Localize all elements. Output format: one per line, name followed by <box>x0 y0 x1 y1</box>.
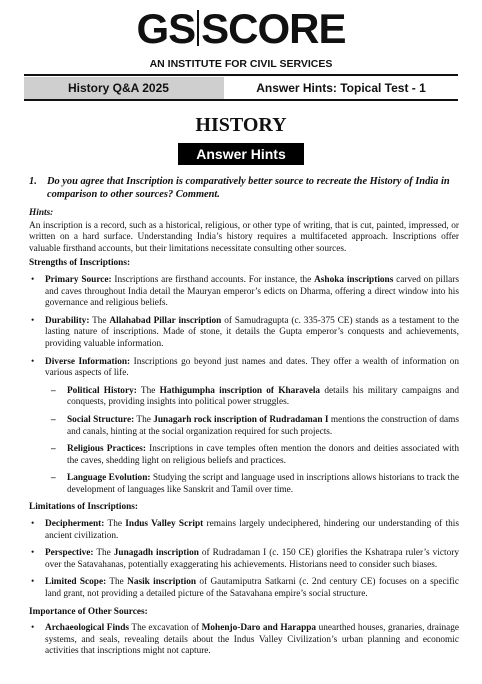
sub-list-item <box>51 415 459 438</box>
list-item <box>29 357 459 380</box>
item-title: Durability: <box>45 315 90 326</box>
item-text: The <box>134 414 154 425</box>
item-text: of Samudragupta (c. 335-375 CE) stands as a testament to the lasting nature of inscriptions. Made of stone, it details the Gupta emperor’s conquests and achievements, providing valuable information. <box>45 315 459 349</box>
strengths-heading: Strengths of Inscriptions: <box>29 258 131 269</box>
answer-content <box>29 176 459 664</box>
page-subtitle: Answer Hints <box>178 143 304 165</box>
item-highlight: Mohenjo-Daro and Harappa <box>201 623 317 634</box>
question-number: 1. <box>29 176 37 187</box>
logo-right-text: SCORE <box>201 5 346 52</box>
list-item-text <box>45 519 459 542</box>
hints-label: Hints: <box>29 208 54 218</box>
sub-list-item <box>51 473 459 496</box>
header-band <box>24 77 458 99</box>
intro-paragraph: An inscription is a record, such as a historical, religious, or other type of writing, that is cut, painted, impressed, or written on a hard surface. Understanding India’s history requires a multifaceted approach. Inscriptions offer valuable firsthand accounts, but their limitations necessitate consulting other sources. <box>29 220 459 254</box>
item-text: The excavation of <box>129 623 202 634</box>
bullet-marker: • <box>31 519 35 530</box>
item-title: Limited Scope: <box>45 577 107 588</box>
dash-marker: – <box>51 385 56 396</box>
bullet-marker: • <box>31 623 35 634</box>
item-highlight: Nasik inscription <box>127 577 197 588</box>
item-title: Perspective: <box>45 548 94 559</box>
item-text: details his military campaigns and conquests, providing insights into political power struggles. <box>67 385 460 408</box>
item-text: remains largely undeciphered, hindering our understanding of this ancient civilization. <box>45 519 460 541</box>
sub-item-text <box>67 415 459 438</box>
item-highlight: Hathigumpha inscription of Kharavela <box>159 385 321 396</box>
list-item <box>29 316 459 351</box>
list-item-text <box>45 316 459 351</box>
list-item-text <box>45 275 459 310</box>
sub-item-text <box>67 473 459 496</box>
item-text: The <box>89 315 110 326</box>
bullet-marker: • <box>31 548 35 559</box>
list-item <box>29 623 459 658</box>
limitations-heading: Limitations of Inscriptions: <box>29 502 138 513</box>
sub-list-item <box>51 444 459 467</box>
item-text: Inscriptions go beyond just names and dates. They offer a wealth of information on various aspects of life. <box>45 356 459 379</box>
dash-marker: – <box>51 414 56 425</box>
sub-item-title: Religious Practices: <box>67 444 147 455</box>
list-item <box>29 519 459 542</box>
item-text: The <box>104 519 126 530</box>
importance-heading: Importance of Other Sources: <box>29 606 148 617</box>
logo <box>0 6 482 52</box>
item-highlight: Ashoka inscriptions <box>314 274 394 285</box>
item-text: of Gautamiputra Satkarni (c. 2nd century CE) focuses on a specific land grant, not providing a detailed picture of the Satavahana empire’s social structure. <box>45 577 460 600</box>
item-text: The <box>136 385 160 396</box>
list-item <box>29 275 459 310</box>
question <box>29 176 459 201</box>
item-highlight: Junagadh inscription <box>113 548 199 559</box>
sub-item-title: Political History: <box>67 385 137 396</box>
list-item <box>29 548 459 571</box>
bullet-marker: • <box>31 274 35 285</box>
item-text: unearthed houses, granaries, drainage systems, and seals, revealing details about the Indus Valley Civilization’s urban planning and economic activities that inscriptions might not capture. <box>45 623 460 657</box>
item-text: mentions the construction of dams and canals, hinting at the social organization required for such projects. <box>67 414 459 437</box>
page-title: HISTORY <box>195 114 287 136</box>
list-item-text <box>45 623 459 658</box>
logo-left-text: GS <box>136 5 196 52</box>
dash-marker: – <box>51 473 56 484</box>
item-highlight: Allahabad Pillar inscription <box>109 315 222 326</box>
item-highlight: Indus Valley Script <box>125 519 204 530</box>
item-text: Inscriptions are firsthand accounts. For instance, the <box>111 274 315 285</box>
item-title: Decipherment: <box>45 519 105 530</box>
list-item-text <box>45 577 459 600</box>
sub-item-title: Social Structure: <box>67 414 135 425</box>
item-title: Primary Source: <box>45 274 112 285</box>
item-text: The <box>93 548 114 559</box>
logo-divider <box>197 10 199 46</box>
bullet-marker: • <box>31 356 35 367</box>
sub-item-text <box>67 444 459 467</box>
list-item-text <box>45 548 459 571</box>
tagline: AN INSTITUTE FOR CIVIL SERVICES <box>149 58 333 70</box>
sub-item-text <box>67 386 459 409</box>
dash-marker: – <box>51 444 56 455</box>
test-label: Answer Hints: Topical Test - 1 <box>224 77 458 99</box>
header-rule-bottom <box>24 99 458 101</box>
list-item <box>29 577 459 600</box>
series-label: History Q&A 2025 <box>24 77 224 99</box>
item-text: Studying the script and language used in inscriptions allows historians to track the development of languages like Sanskrit and Tamil over time. <box>67 473 459 495</box>
item-title: Archaeological Finds <box>45 623 130 634</box>
list-item-text <box>45 357 459 380</box>
item-text: of Rudradaman I (c. 150 CE) glorifies the Kshatrapa ruler’s victory over the Satavahanas, potentially exaggerating his achievements. Historians need to consider such biases. <box>45 548 459 570</box>
header-rule-top <box>24 74 458 76</box>
item-text: Inscriptions in cave temples often mention the donors and deities associated with the caves, shedding light on religious beliefs and practices. <box>67 444 460 466</box>
question-text: Do you agree that Inscription is comparatively better source to recreate the History of India in comparison to other sources? Comment. <box>47 176 450 200</box>
bullet-marker: • <box>31 315 35 326</box>
item-text: The <box>106 577 128 588</box>
sub-item-title: Language Evolution: <box>67 473 151 484</box>
sub-list-item <box>51 386 459 409</box>
item-title: Diverse Information: <box>45 356 131 367</box>
item-highlight: Junagarh rock inscription of Rudradaman I <box>153 414 329 425</box>
item-text: carved on pillars and caves throughout India detail the Mauryan emperor’s edicts on Dharma, offering a direct window into his governance and religious beliefs. <box>45 274 459 309</box>
bullet-marker: • <box>31 577 35 588</box>
